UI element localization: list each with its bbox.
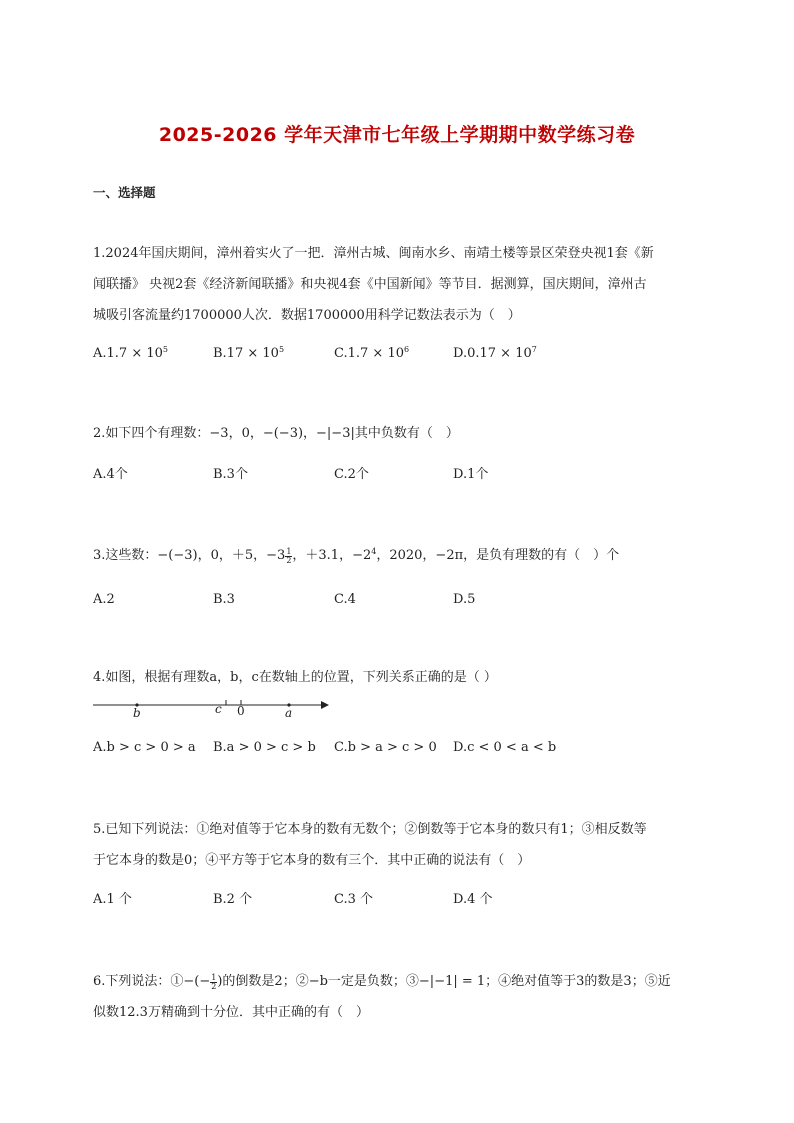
number-line-svg (93, 696, 333, 724)
option-d: $D.0.17 \times 10^7$ (453, 345, 537, 361)
question-4 (93, 662, 705, 693)
question-6-line-2: 似数12.3万精确到十分位．其中正确的有（ ） (93, 1005, 369, 1020)
label-c: c (215, 702, 222, 716)
option-a: A.1 个 (93, 892, 132, 907)
page-title: 2025-2026 学年天津市七年级上学期期中数学练习卷 (158, 124, 636, 146)
option-a: A.4个 (93, 467, 128, 482)
question-4-line-1: 4.如图，根据有理数a，b，c在数轴上的位置，下列关系正确的是（ ） (93, 670, 497, 685)
option-c: $C.1.7 \times 10^6$ (334, 345, 410, 361)
question-1 (93, 238, 705, 331)
question-2-line-1: 2.如下四个有理数：−3，0，−(−3)，−|−3|其中负数有（ ） (93, 426, 459, 441)
question-6 (93, 966, 705, 1028)
option-d: D.1个 (453, 467, 489, 482)
question-1-line-1: 1.2024年国庆期间，漳州着实火了一把．漳州古城、闽南水乡、南靖土楼等景区荣登央视1套《新 (93, 246, 654, 261)
option-b: $B.17 \times 10^5$ (213, 345, 285, 361)
question-1-line-3: 城吸引客流量约1700000人次．数据1700000用科学记数法表示为（ ） (93, 308, 521, 323)
question-2 (93, 418, 705, 449)
option-c: C.2个 (334, 467, 369, 482)
fraction-one-half: $\frac{1}{2}$ (211, 973, 217, 991)
label-zero: 0 (237, 704, 245, 718)
option-a: A.2 (93, 592, 115, 607)
option-d: D.4 个 (453, 892, 493, 907)
option-c: C.3 个 (334, 892, 374, 907)
arrow-head-icon (321, 701, 329, 709)
option-a: $A.1.7 \times 10^5$ (93, 345, 168, 361)
option-b: B.3 (213, 592, 235, 607)
question-3-line-1: 3.这些数：−(−3)，0，＋5，−3 $\frac{1}{2}$ ，＋3.1，$-2^4$，2020，−2π，是负有理数的有（ ）个 (93, 547, 620, 565)
option-b: B.2 个 (213, 892, 253, 907)
fraction-one-half: $\frac{1}{2}$ (286, 547, 292, 565)
label-b: b (133, 706, 141, 720)
option-d: D.c < 0 < a < b (453, 740, 557, 755)
question-5-line-2: 于它本身的数是0；④平方等于它本身的数有三个．其中正确的说法有（ ） (93, 853, 531, 868)
question-6-line-1: 6.下列说法：①−(− $\frac{1}{2}$ )的倒数是2；②−b一定是负数；③−|−1| = 1；④绝对值等于3的数是3；⑤近 (93, 973, 671, 991)
option-c: C.b > a > c > 0 (334, 740, 437, 755)
question-3 (93, 540, 705, 571)
question-5 (93, 814, 705, 876)
option-b: B.3个 (213, 467, 248, 482)
option-b: B.a > 0 > c > b (213, 740, 316, 755)
question-1-line-2: 闻联播》 央视2套《经济新闻联播》和央视4套《中国新闻》等节目．据测算，国庆期间，漳州古 (93, 277, 647, 292)
question-5-line-1: 5.已知下列说法：①绝对值等于它本身的数有无数个；②倒数等于它本身的数只有1；③相反数等 (93, 822, 647, 837)
number-line-figure (93, 696, 333, 724)
section-heading: 一、选择题 (93, 185, 156, 200)
label-a: a (285, 706, 293, 720)
option-d: D.5 (453, 592, 476, 607)
option-c: C.4 (334, 592, 356, 607)
option-a: A.b > c > 0 > a (93, 740, 196, 755)
